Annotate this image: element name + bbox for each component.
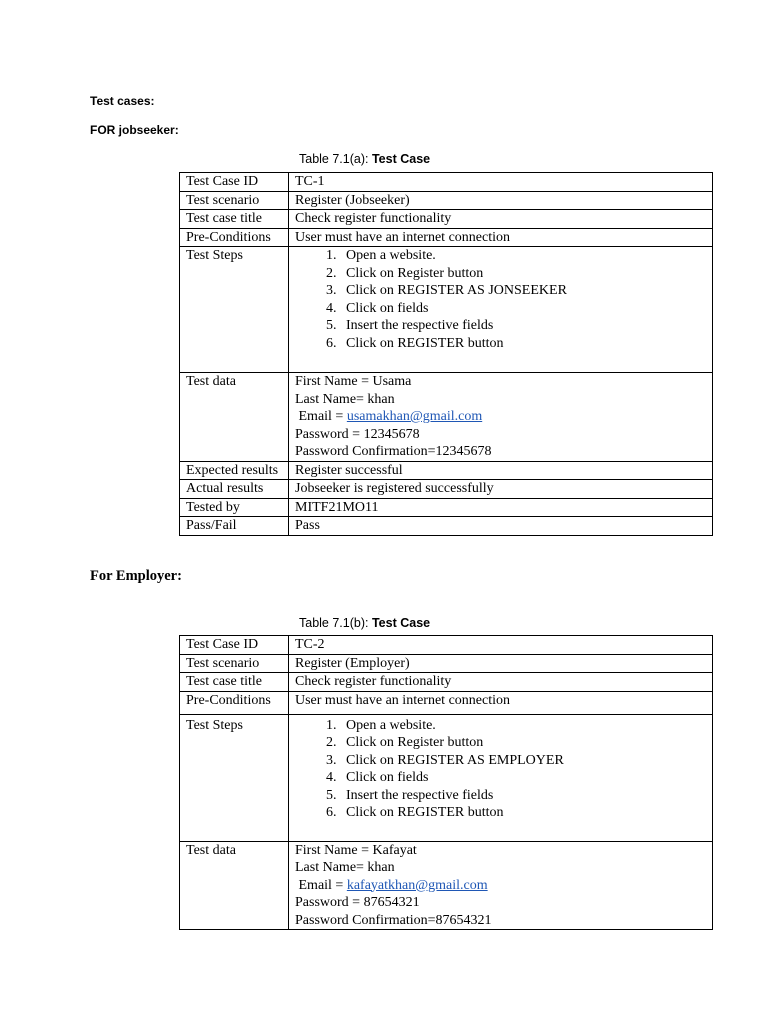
table-row: [180, 210, 713, 229]
table-row: [180, 373, 713, 462]
row-label: Expected results: [180, 461, 289, 480]
row-label: Tested by: [180, 498, 289, 517]
table-row: [180, 673, 713, 692]
list-item: 3. Click on REGISTER AS JONSEEKER: [340, 282, 706, 300]
password-line: Password = 87654321: [295, 895, 420, 910]
list-item: 1. Open a website.: [340, 247, 706, 265]
row-value: User must have an internet connection: [289, 228, 713, 247]
table-row: [180, 841, 713, 930]
password-line: Password = 12345678: [295, 426, 420, 442]
test-data-cell: [289, 373, 713, 462]
list-item: 3. Click on REGISTER AS EMPLOYER: [340, 752, 706, 770]
test-steps-cell: [289, 247, 713, 373]
table-row: [180, 498, 713, 517]
table-row: [180, 228, 713, 247]
row-value: Check register functionality: [289, 210, 713, 229]
list-item: 6. Click on REGISTER button: [340, 804, 706, 822]
test-steps-cell: [289, 714, 713, 841]
table-row: [180, 636, 713, 655]
row-label: Test data: [180, 841, 289, 930]
table-row: [180, 714, 713, 841]
table-b-caption-prefix: Table 7.1(b):: [299, 616, 372, 630]
email-link[interactable]: usamakhan@gmail.com: [346, 409, 483, 424]
row-label: Test Steps: [180, 247, 289, 373]
list-item: 2. Click on Register button: [340, 734, 706, 752]
jobseeker-heading: FOR jobseeker:: [90, 123, 179, 137]
row-value: Check register functionality: [289, 673, 713, 692]
row-label: Test scenario: [180, 191, 289, 210]
first-name-line: First Name = Usama: [295, 374, 412, 389]
row-label: Test Steps: [180, 714, 289, 841]
list-item: 5. Insert the respective fields: [340, 787, 706, 805]
row-label: Pre-Conditions: [180, 691, 289, 714]
first-name-line: First Name = Kafayat: [295, 842, 417, 858]
row-label: Test case title: [180, 210, 289, 229]
table-row: [180, 517, 713, 536]
test-case-table-jobseeker: [179, 172, 713, 536]
table-b-caption-bold: Test Case: [371, 616, 431, 630]
row-value: Register successful: [289, 461, 713, 480]
row-label: Test scenario: [180, 654, 289, 673]
table-row: [180, 173, 713, 192]
last-name-line: Last Name= khan: [295, 391, 395, 407]
test-cases-heading: Test cases:: [90, 94, 155, 108]
table-row: [180, 247, 713, 373]
table-b-caption: [299, 616, 430, 630]
row-value: Register (Employer): [289, 654, 713, 673]
row-label: Pass/Fail: [180, 517, 289, 536]
email-prefix: Email =: [295, 409, 347, 424]
row-value: Register (Jobseeker): [289, 191, 713, 210]
email-line: [295, 408, 706, 426]
list-item: 1. Open a website.: [340, 717, 706, 735]
row-value: TC-1: [289, 173, 713, 192]
test-steps-list: [295, 717, 706, 822]
row-label: Test case title: [180, 673, 289, 692]
table-a-caption: [299, 152, 430, 166]
table-a-caption-prefix: Table 7.1(a):: [299, 152, 372, 166]
password-confirm-line: Password Confirmation=87654321: [295, 912, 492, 928]
list-item: 2. Click on Register button: [340, 265, 706, 283]
email-link[interactable]: kafayatkhan@gmail.com: [346, 877, 488, 893]
table-row: [180, 654, 713, 673]
table-row: [180, 191, 713, 210]
row-label: Test Case ID: [180, 636, 289, 655]
row-label: Test data: [180, 373, 289, 462]
table-row: [180, 691, 713, 714]
row-label: Pre-Conditions: [180, 228, 289, 247]
table-row: [180, 480, 713, 499]
row-value: TC-2: [289, 636, 713, 655]
email-prefix: Email =: [295, 877, 347, 893]
list-item: 4. Click on fields: [340, 769, 706, 787]
table-row: [180, 461, 713, 480]
test-steps-list: [295, 247, 706, 352]
test-data-cell: [289, 841, 713, 930]
table-a-caption-bold: Test Case: [371, 152, 431, 166]
row-label: Actual results: [180, 480, 289, 499]
email-line: [295, 877, 706, 895]
password-confirm-line: Password Confirmation=12345678: [295, 444, 492, 459]
row-label: Test Case ID: [180, 173, 289, 192]
list-item: 4. Click on fields: [340, 300, 706, 318]
employer-heading: For Employer:: [90, 568, 182, 584]
test-case-table-employer: [179, 635, 713, 930]
list-item: 5. Insert the respective fields: [340, 317, 706, 335]
row-value: Pass: [289, 517, 713, 536]
list-item: 6. Click on REGISTER button: [340, 335, 706, 353]
row-value: User must have an internet connection: [289, 691, 713, 714]
row-value: Jobseeker is registered successfully: [289, 480, 713, 499]
row-value: MITF21MO11: [289, 498, 713, 517]
last-name-line: Last Name= khan: [295, 860, 395, 875]
